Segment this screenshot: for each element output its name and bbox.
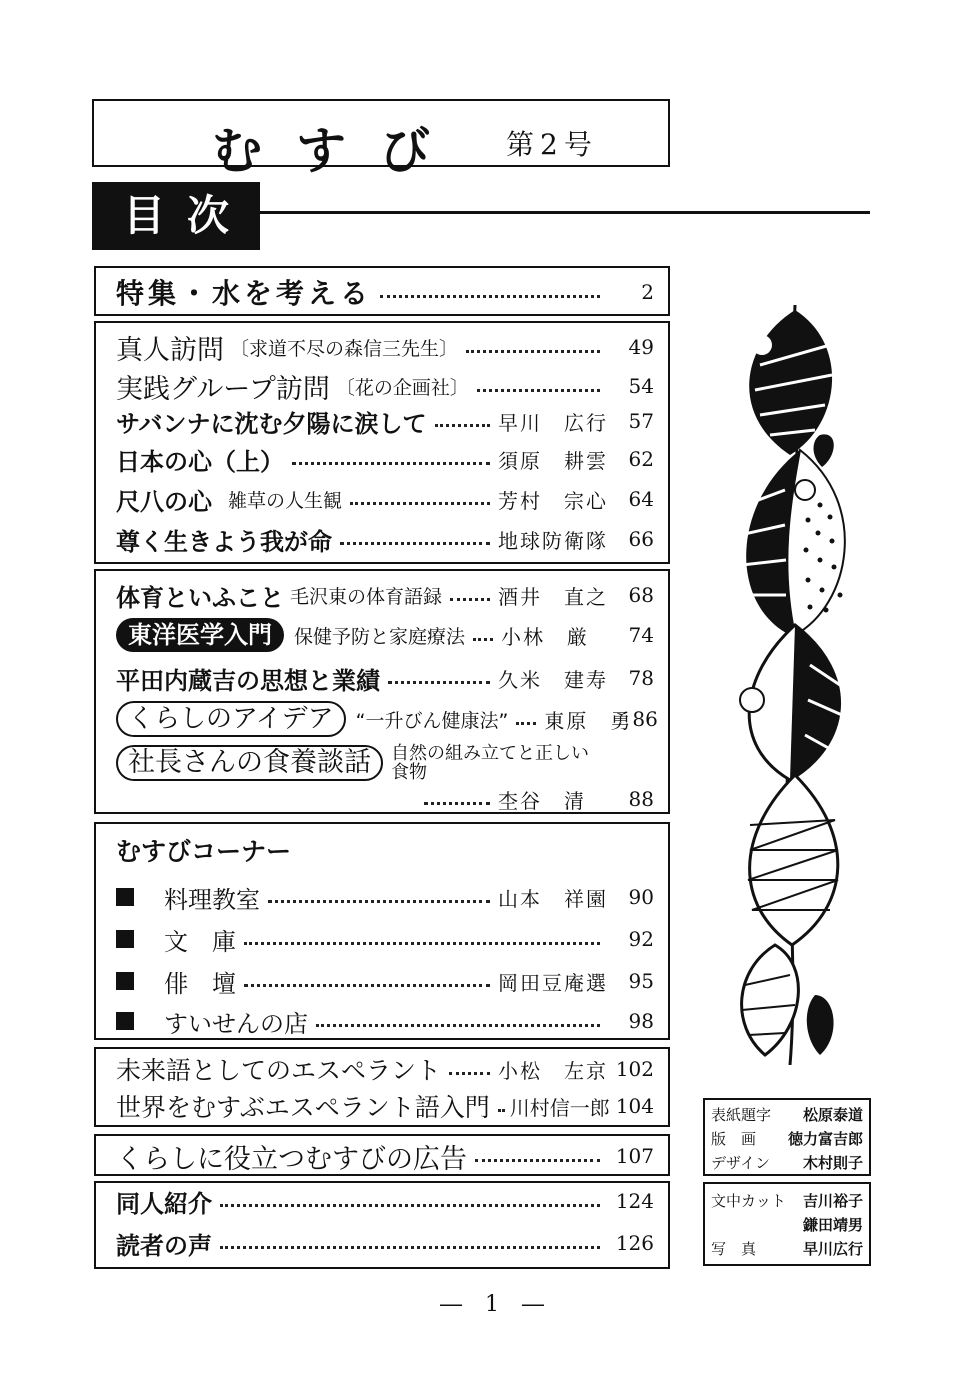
entry-page: 74 (628, 623, 654, 647)
page-number: ― 1 ― (440, 1292, 552, 1317)
entry-page: 2 (641, 280, 654, 304)
entry-title: すいせんの店 (164, 1009, 308, 1038)
credit-name: 早川広行 (802, 1239, 863, 1258)
issue-number: 第2号 (506, 128, 598, 161)
credit-row (705, 1212, 869, 1236)
toc-entry (116, 521, 654, 557)
entry-subtitle: 〔求道不尽の森信三先生〕 (230, 337, 459, 360)
entry-page: 66 (628, 527, 654, 551)
entry-page: 104 (615, 1094, 654, 1118)
credit-name: 鎌田靖男 (802, 1215, 863, 1234)
toc-entry (116, 1183, 654, 1219)
leader-dots (244, 942, 600, 945)
entry-page: 107 (615, 1144, 654, 1168)
credit-name: 徳力富吉郎 (787, 1129, 863, 1148)
credit-name: 松原泰道 (802, 1105, 863, 1124)
entry-title: 体育といふこと (116, 583, 284, 612)
entry-author: 地球防衛隊 (498, 528, 608, 553)
leader-dots (292, 462, 490, 465)
entry-title-oval: くらしのアイデア (116, 701, 346, 737)
corner-section (94, 822, 670, 1040)
entry-author: 川村信一郎 (509, 1095, 610, 1120)
toc-entry (116, 1003, 654, 1039)
entry-title: 平田内蔵吉の思想と業績 (116, 666, 380, 695)
leader-dots (244, 984, 490, 987)
credit-name: 吉川裕子 (802, 1191, 863, 1210)
entry-page: 57 (628, 409, 654, 433)
entry-author: 早川 広行 (498, 410, 608, 435)
credit-role: 表紙題字 (711, 1105, 772, 1124)
leader-dots (477, 389, 600, 392)
leader-dots (475, 1159, 600, 1162)
toc-entry (116, 441, 654, 477)
magazine-title: むすび (212, 121, 464, 180)
credit-role: 文中カット (711, 1191, 786, 1210)
leader-dots (350, 502, 490, 505)
entry-author: 芳村 宗心 (498, 488, 608, 513)
leader-dots (380, 295, 600, 298)
esperanto-section (94, 1047, 670, 1127)
members-section (94, 1181, 670, 1269)
entry-title: 俳 壇 (164, 969, 236, 998)
entry-page: 64 (628, 487, 654, 511)
entry-author: 須原 耕雲 (498, 448, 608, 473)
entry-title: 未来語としてのエスペラント (116, 1056, 442, 1085)
toc-entry (116, 274, 654, 310)
entry-author: 杢谷 清 (498, 788, 586, 813)
credit-role: 写 真 (711, 1239, 757, 1258)
entry-title: 尊く生きよう我が命 (116, 527, 332, 556)
credit-role: 版 画 (711, 1129, 757, 1148)
leader-dots (388, 681, 490, 684)
credits-box-bottom (703, 1182, 871, 1266)
credit-row (705, 1188, 869, 1212)
leader-dots (450, 598, 490, 601)
entry-subtitle: 雑草の人生観 (228, 489, 343, 512)
toc-entry (116, 368, 654, 404)
leader-dots (340, 542, 490, 545)
entry-title: くらしに役立つむすびの広告 (116, 1143, 467, 1175)
section-heading: むすびコーナー (116, 837, 292, 866)
entry-author: 山本 祥園 (498, 886, 608, 911)
health-section (94, 569, 670, 814)
entry-title: 尺八の心 (116, 487, 212, 516)
toc-entry (116, 1088, 654, 1124)
entry-page: 49 (628, 335, 654, 359)
entry-title-badge: 東洋医学入門 (116, 618, 284, 652)
entry-title: 料理教室 (164, 885, 260, 914)
entry-page: 88 (628, 787, 654, 811)
entry-title: 真人訪問 (116, 334, 224, 366)
entry-author: 酒井 直之 (498, 584, 608, 609)
leaf-illustration (720, 305, 870, 1065)
entry-title: 同人紹介 (116, 1189, 212, 1218)
entry-title: 実践グループ訪問 (116, 373, 330, 405)
entry-page: 126 (615, 1231, 654, 1255)
leader-dots (220, 1246, 600, 1249)
contents-label: 目次 (92, 182, 260, 250)
toc-entry (116, 879, 654, 915)
contents-rule (260, 211, 870, 214)
feature-section (94, 266, 670, 316)
toc-entry (116, 660, 654, 696)
entry-title: 日本の心（上） (116, 447, 284, 476)
entry-title: サバンナに沈む夕陽に涙して (116, 409, 427, 438)
leader-dots (316, 1024, 600, 1027)
entry-subtitle: 自然の組み立てと正しい食物 (391, 743, 589, 783)
credit-row (705, 1150, 869, 1174)
entry-page: 54 (628, 374, 654, 398)
credit-role: デザイン (711, 1153, 770, 1172)
entry-page: 92 (628, 927, 654, 951)
entry-title: 特集・水を考える (116, 277, 373, 310)
toc-entry (116, 963, 654, 999)
credits-box-top (703, 1098, 871, 1176)
interview-section (94, 321, 670, 564)
entry-page: 102 (615, 1057, 654, 1081)
toc-entry-continued (416, 781, 654, 817)
entry-title: 文 庫 (164, 927, 236, 956)
toc-entry (116, 743, 654, 783)
bullet-square (116, 972, 134, 990)
entry-title: 世界をむすぶエスペラント語入門 (116, 1093, 490, 1122)
entry-title: 読者の声 (116, 1231, 212, 1260)
leader-dots (220, 1204, 600, 1207)
toc-entry (116, 1051, 654, 1087)
entry-subtitle: 毛沢東の体育語録 (290, 585, 443, 608)
entry-page: 68 (628, 583, 654, 607)
entry-page: 124 (615, 1189, 654, 1213)
magazine-title-box (92, 99, 670, 180)
credit-name: 木村則子 (802, 1153, 863, 1172)
bullet-square (116, 930, 134, 948)
entry-subtitle: 保健予防と家庭療法 (294, 625, 466, 648)
entry-page: 62 (628, 447, 654, 471)
entry-author: 東原 勇 (544, 708, 633, 733)
leader-dots (424, 802, 490, 805)
leader-dots (498, 1109, 502, 1112)
leader-dots (466, 350, 600, 353)
entry-author: 小林 厳 (501, 624, 590, 649)
entry-subtitle: 〔花の企画社〕 (335, 376, 469, 399)
entry-page: 98 (628, 1009, 654, 1033)
leader-dots (473, 638, 493, 641)
toc-entry (116, 1225, 654, 1261)
entry-author: 小松 左京 (498, 1058, 608, 1083)
leader-dots (435, 424, 490, 427)
credit-row (705, 1102, 869, 1126)
toc-entry (116, 617, 654, 653)
credit-row (705, 1126, 869, 1150)
entry-subtitle: “一升びん健康法” (355, 709, 509, 732)
leader-dots (516, 722, 536, 725)
entry-page: 95 (628, 969, 654, 993)
leader-dots (268, 900, 490, 903)
leader-dots (449, 1072, 490, 1075)
toc-entry (116, 701, 658, 737)
entry-title-oval: 社長さんの食養談話 (116, 745, 383, 781)
toc-entry (116, 921, 654, 957)
entry-author: 岡田豆庵選 (498, 970, 608, 995)
entry-page: 78 (628, 666, 654, 690)
entry-page: 90 (628, 885, 654, 909)
ads-section (94, 1134, 670, 1176)
toc-entry (116, 329, 654, 365)
entry-page: 86 (632, 707, 658, 731)
credit-row (705, 1236, 869, 1260)
toc-entry (116, 403, 654, 439)
toc-entry (116, 481, 654, 517)
bullet-square (116, 1012, 134, 1030)
entry-author: 久米 建寿 (498, 667, 608, 692)
toc-entry (116, 577, 654, 613)
bullet-square (116, 888, 134, 906)
toc-entry (116, 1138, 654, 1174)
